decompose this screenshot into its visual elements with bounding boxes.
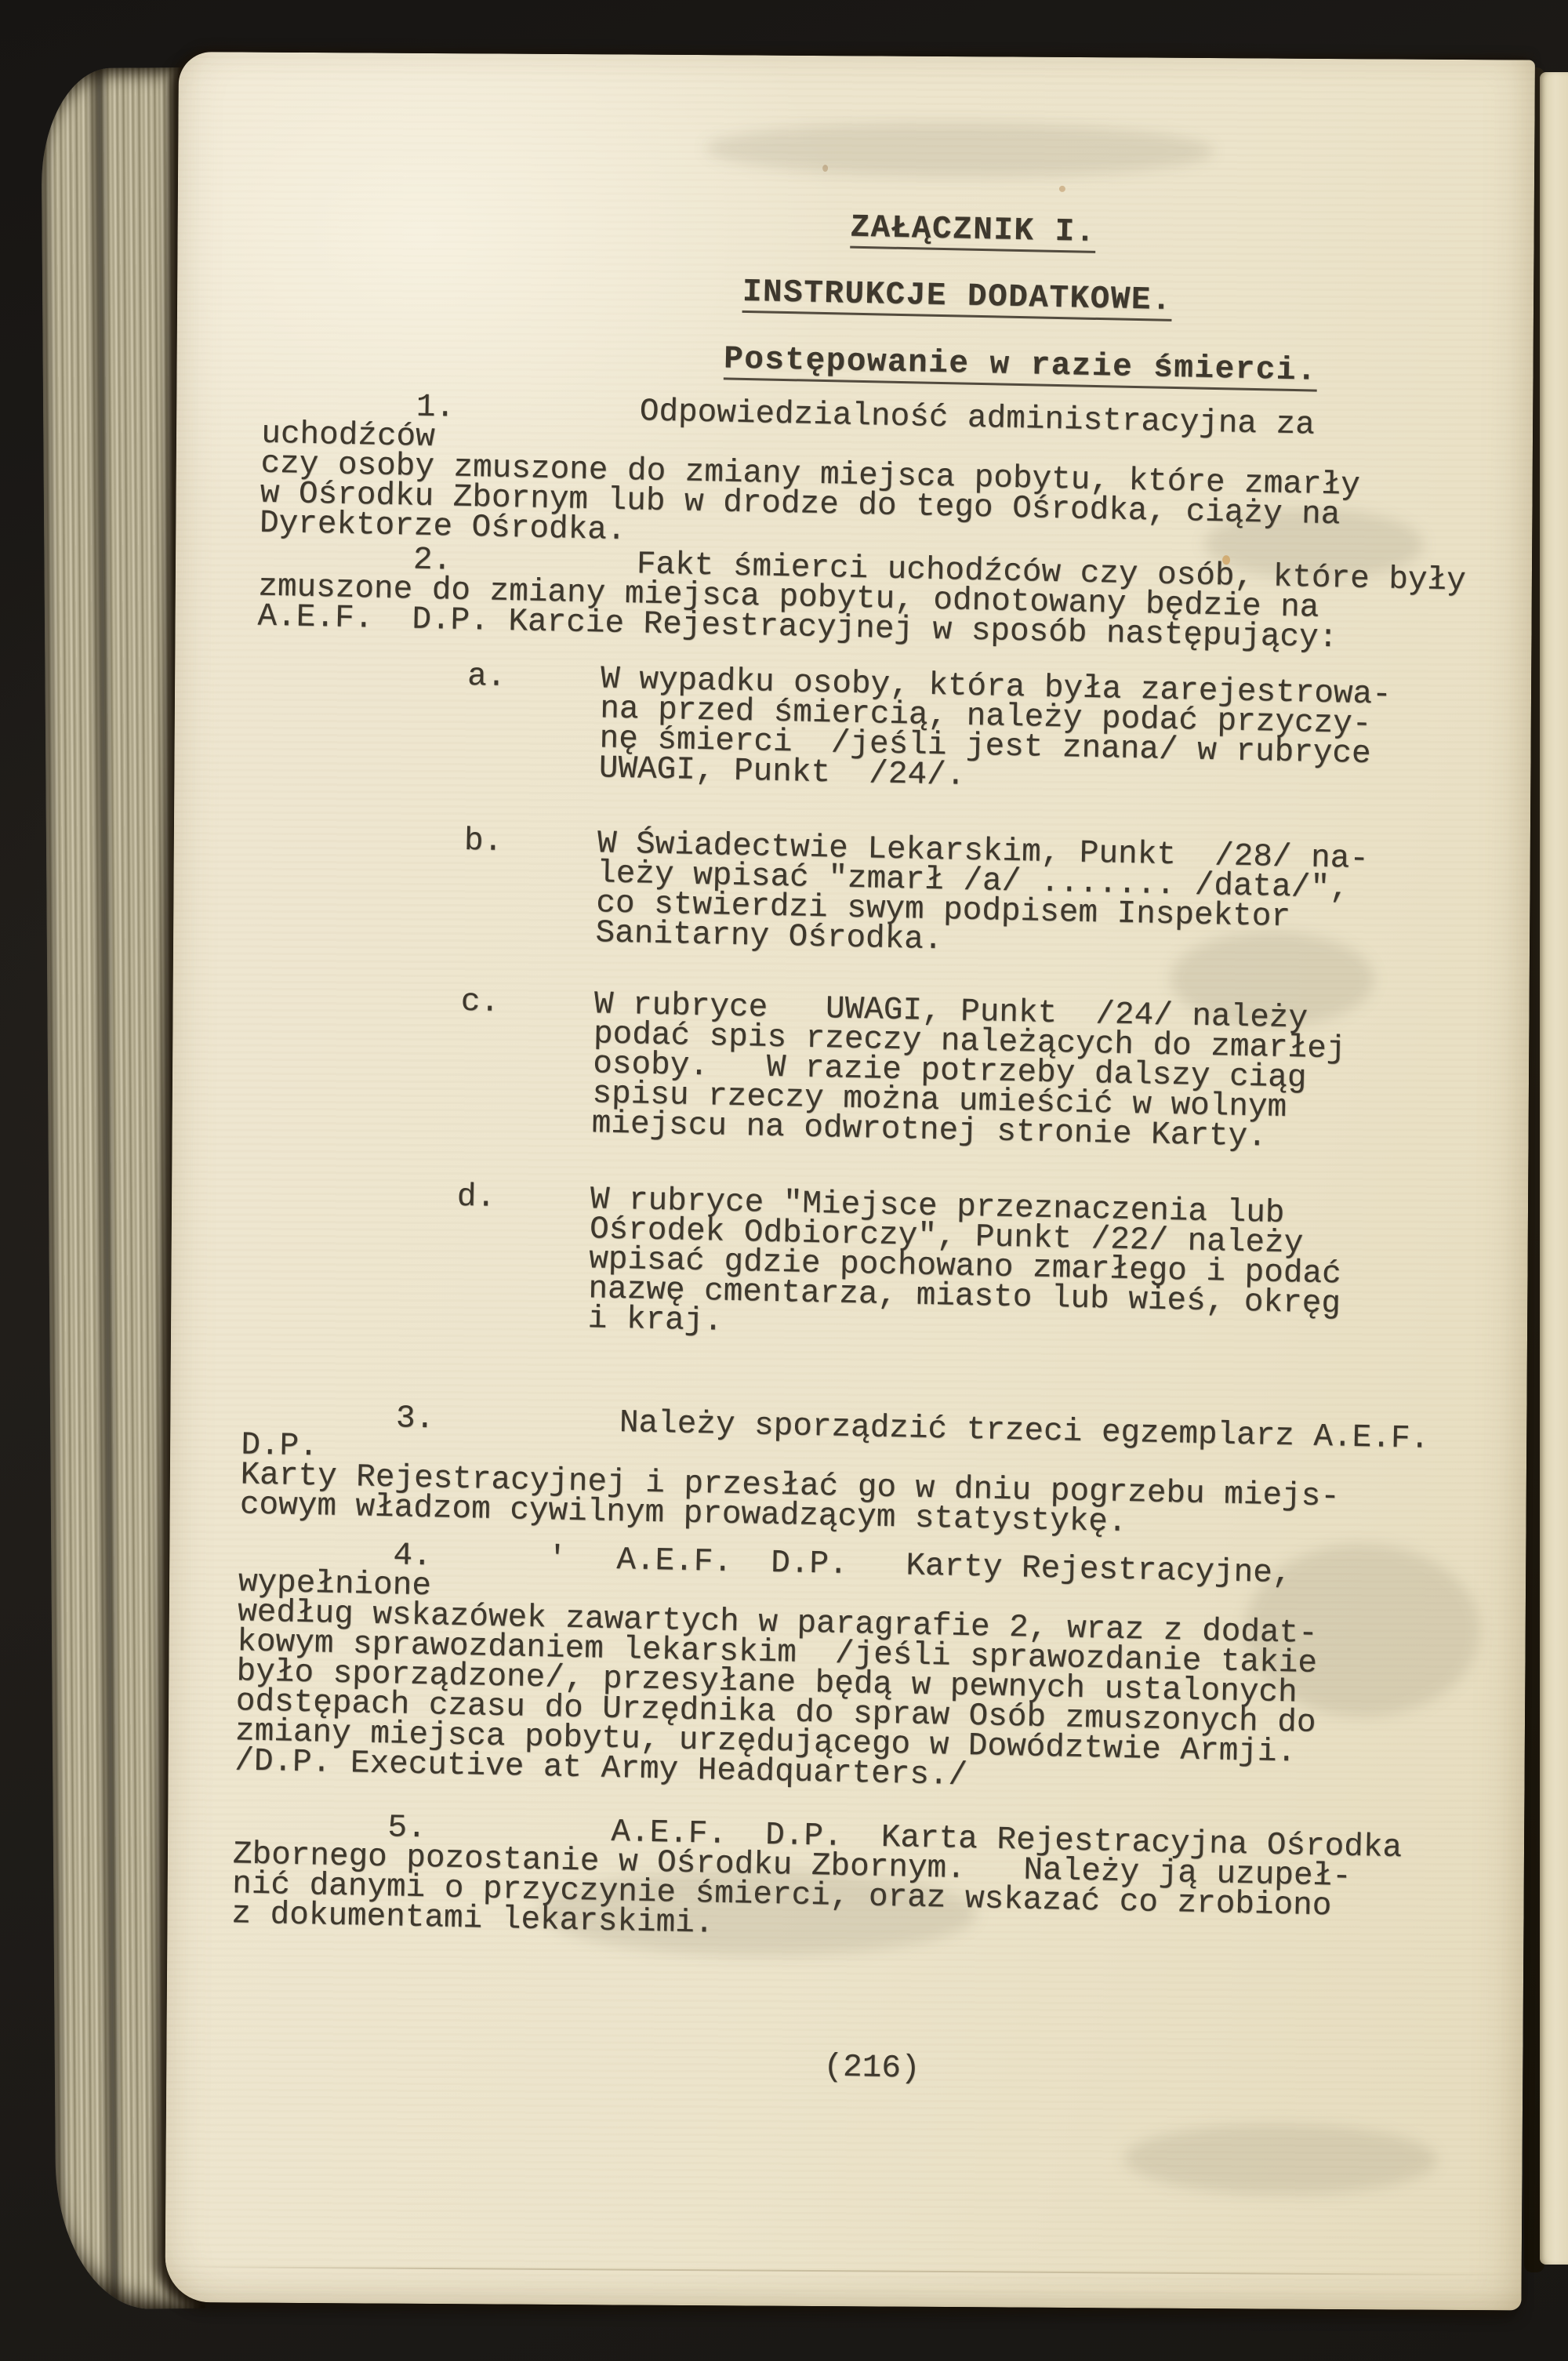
paragraph-5 bbox=[230, 1780, 1457, 1983]
document-subtitle-text: Postępowanie w razie śmierci. bbox=[724, 344, 1318, 391]
page-number-text: (216) bbox=[823, 2049, 920, 2087]
paragraph-text: A.E.F. D.P. Karty Rejestracyjne, wypełnione według wskazówek zawartych w paragrafie 2, wraz z dodat- kowym sprawozdaniem lekarskim /jeśli sprawozdanie takie było sporządzone/, przesyłane będą w pewnych ustalonych odstępach czasu do Urzędnika do spraw Osób zmuszonych do zmiany miejsca pobytu, urzędującego w Dowództwie Armji. /D.P. Executive at Army Headquarters./ bbox=[234, 1542, 1319, 1795]
paragraph-4 bbox=[234, 1508, 1462, 1830]
list-item-a bbox=[465, 658, 1455, 801]
paragraph-text: A.E.F. D.P. Karta Rejestracyjna Ośrodka Zbornego pozostanie w Ośrodku Zbornym. Należy ją uzupeł- nić danymi o przyczynie śmierci, oraz wskazać co zrobiono z dokumentami lekarskimi. bbox=[230, 1814, 1403, 1942]
document-title-text: INSTRUKCJE DODATKOWE. bbox=[742, 278, 1172, 321]
paragraph-text: Fakt śmierci uchodźców czy osób, które były zmuszone do zmiany miejsca pobytu, odnotowany będzie na A.E.F. D.P. Karcie Rejestracyjnej w sposób następujący: bbox=[257, 547, 1467, 657]
list-item-d bbox=[454, 1179, 1445, 1351]
list-item-text: W Świadectwie Lekarskim, Punkt /28/ na- leży wpisać "zmarł /a/ ....... /data/", co stwierdzi swym podpisem Inspektor Sanitarny Ośrodka. bbox=[595, 826, 1370, 959]
paragraph-text: Należy sporządzić trzeci egzemplarz A.E.F. D.P. Karty Rejestracyjnej i przesłać go w dniu pogrzebu miejs- cowym władzom cywilnym prowadzącym statystykę. bbox=[239, 1405, 1468, 1542]
paragraph-number: 4. ' bbox=[393, 1538, 568, 1578]
list-item-text: W rubryce UWAGI, Punkt /24/ należy podać spis rzeczy należących do zmarłej osoby. W razie potrzeby dalszy ciąg spisu rzeczy można umieścić w wolnym miejscu na odwrotnej stronie Karty. bbox=[591, 986, 1346, 1156]
page-number bbox=[669, 2019, 921, 2113]
list-item-c bbox=[458, 983, 1449, 1156]
document-text bbox=[224, 57, 1568, 2318]
list-item-text: W rubryce "Miejsce przeznaczenia lub Ośrodek Odbiorczy", Punkt /22/ należy wpisać gdzie pochowano zmarłego i podać nazwę cmentarza, miasto lub wieś, okręg i kraj. bbox=[587, 1182, 1342, 1340]
list-item-letter: b. bbox=[463, 823, 503, 860]
paragraph-number: 2. bbox=[412, 542, 452, 579]
list-item-letter: c. bbox=[460, 983, 500, 1021]
list-item-letter: d. bbox=[456, 1179, 496, 1216]
paragraph-text: Odpowiedzialność administracyjna za uchodźców czy osoby zmuszone do zmiany miejsca pobytu, które zmarły w Ośrodku Zbornym lub w drodze do tego Ośrodka, ciąży na Dyrektorze Ośrodka. bbox=[259, 394, 1361, 549]
list-item-text: W wypadku osoby, która była zarejestrowa- na przed śmiercią, należy podać przyczy- nę śmierci /jeśli jest znana/ w rubryce UWAGI, Punkt /24/. bbox=[598, 661, 1392, 794]
paragraph-number: 1. bbox=[416, 389, 456, 427]
paragraph-2 bbox=[256, 513, 1482, 686]
annex-heading-text: ZAŁĄCZNIK I. bbox=[850, 213, 1096, 253]
list-item-letter: a. bbox=[466, 658, 506, 696]
paragraph-number: 5. bbox=[387, 1810, 427, 1847]
document-page bbox=[165, 52, 1534, 2311]
list-item-b bbox=[462, 823, 1452, 965]
paragraph-number: 3. bbox=[395, 1400, 435, 1438]
